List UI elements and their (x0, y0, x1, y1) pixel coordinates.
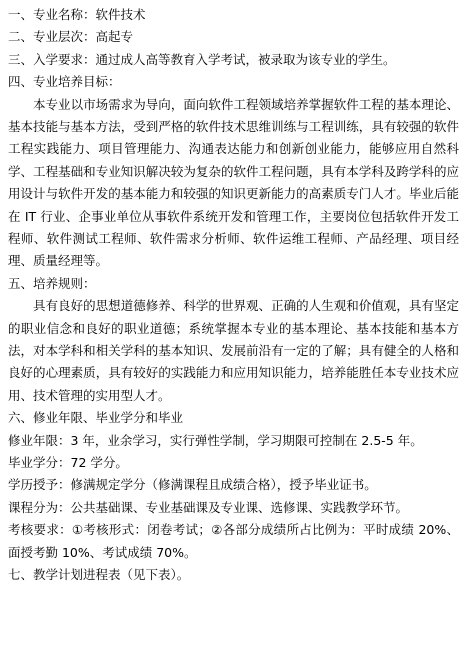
section-rules-body: 具有良好的思想道德修养、科学的世界观、正确的人生观和价值观，具有坚定的职业信念和良好的职业道德；系统掌握本专业的基本理论、基本技能和基本方法，对本学科和相关学科的基本知识、发展前沿有一定的了解；具有健全的人格和良好的心理素质，具有较好的实践能力和应用知识能力，培养能胜任本专业技术应用、技术管理的实用型人才。 (8, 298, 459, 403)
section-major-name: 一、专业名称：软件技术 (8, 7, 146, 22)
section-schedule-table: 七、教学计划进程表（见下表）。 (8, 567, 190, 582)
section-objective-heading: 四、专业培养目标： (8, 74, 121, 90)
section-level: 二、专业层次：高起专 (8, 29, 134, 45)
course-categories: 课程分为：公共基础课、专业基础课及专业课、选修课、实践教学环节。 (8, 499, 409, 515)
duration-years: 修业年限：3 年，业余学习，实行弹性学制，学习期限可控制在 2.5-5 年。 (8, 432, 423, 448)
graduation-credits: 毕业学分：72 学分。 (8, 455, 128, 471)
section-duration-heading: 六、修业年限、毕业学分和毕业 (8, 410, 184, 426)
section-objective-body: 本专业以市场需求为导向，面向软件工程领域培养掌握软件工程的基本理论、基本技能与基本方法，受到严格的软件技术思维训练与工程训练，具有较强的软件工程实践能力、项目管理能力、沟通表达能力和创新创业能力，能够应用自然科学、工程基础和专业知识解决较为复杂的软件工程问题，具有本学科及跨学科的应用设计与软件开发的基本能力和较强的知识更新能力的高素质专门人才。毕业后能在 IT 行业、企事业单位从事软件系统开发和管理工作，主要岗位包括软件开发工程师、软件测试工程师、软件需求分析师、软件运维工程师、产品经理、项目经理、质量经理等。 (8, 96, 459, 269)
section-admission: 三、入学要求：通过成人高等教育入学考试，被录取为该专业的学生。 (8, 51, 396, 67)
degree-award: 学历授予：修满规定学分（修满课程且成绩合格），授予毕业证书。 (8, 477, 377, 493)
assessment-requirements: 考核要求：①考核形式：闭卷考试；②各部分成绩所占比例为：平时成绩 20%、面授考勤 10%、考试成绩 70%。 (8, 522, 459, 560)
section-rules-heading: 五、培养规则： (8, 275, 96, 291)
